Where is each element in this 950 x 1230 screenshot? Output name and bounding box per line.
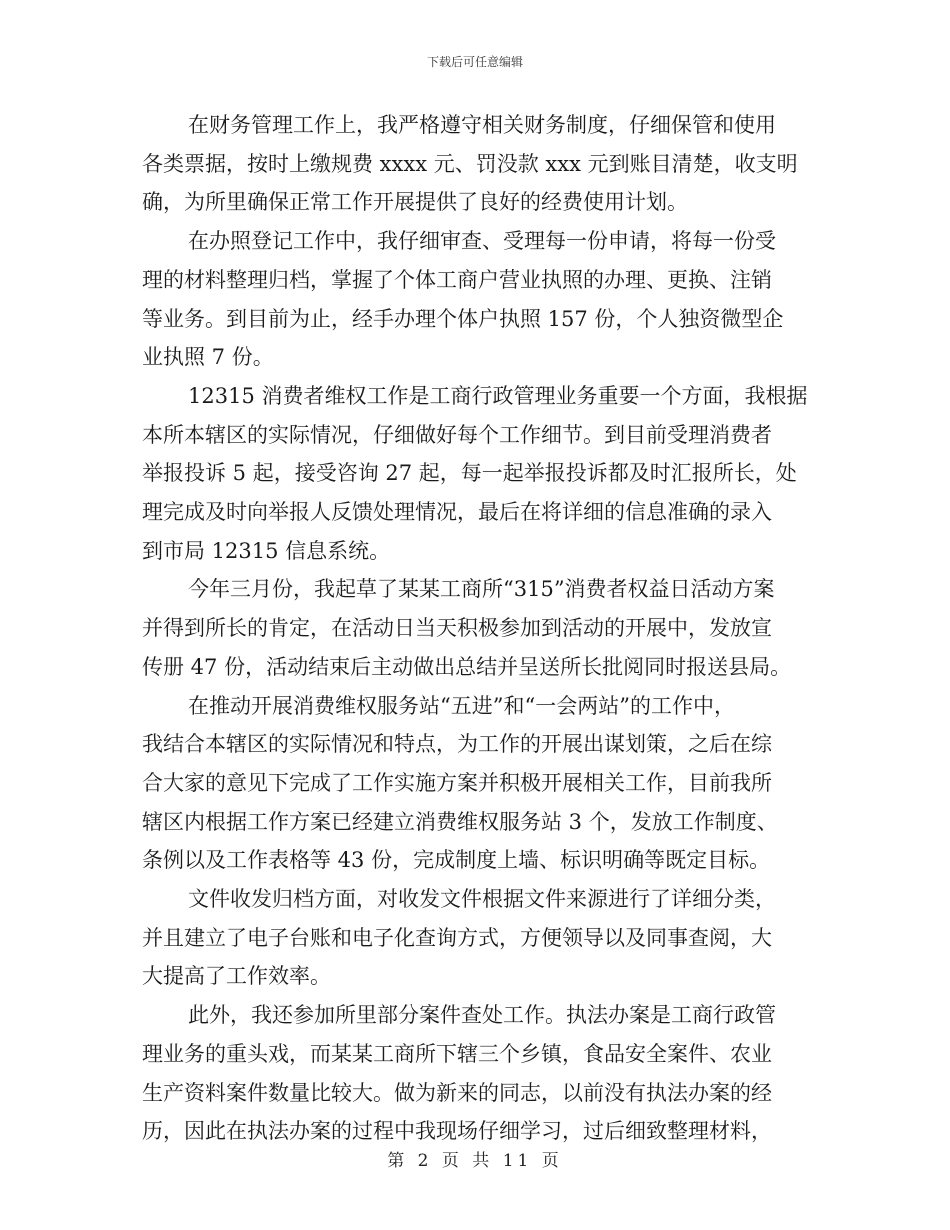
paragraph	[142, 880, 810, 996]
paragraph-line: 12315 消费者维权工作是工商行政管理业务重要一个方面，我根据	[188, 383, 808, 408]
paragraph-line: 确，为所里确保正常工作开展提供了良好的经费使用计划。	[142, 190, 688, 215]
paragraph-line: 条例以及工作表格等 43 份，完成制度上墙、标识明确等既定目标。	[142, 848, 771, 873]
paragraph-line: 此外，我还参加所里部分案件查处工作。执法办案是工商行政管	[188, 1003, 776, 1028]
paragraph	[142, 222, 810, 377]
paragraph-line: 本所本辖区的实际情况，仔细做好每个工作细节。到目前受理消费者	[142, 422, 772, 447]
paragraph-line: 传册 47 份，活动结束后主动做出总结并呈送所长批阅同时报送县局。	[142, 654, 792, 679]
paragraph-line: 到市局 12315 信息系统。	[142, 538, 391, 563]
paragraph-line: 在推动开展消费维权服务站“五进”和“一会两站”的工作中，	[188, 693, 735, 718]
paragraph-line: 并得到所长的肯定，在活动日当天积极参加到活动的开展中，发放宣	[142, 616, 772, 641]
paragraph-line: 我结合本辖区的实际情况和特点，为工作的开展出谋划策，之后在综	[142, 732, 772, 757]
paragraph-line: 生产资料案件数量比较大。做为新来的同志，以前没有执法办案的经	[142, 1080, 772, 1105]
paragraph-line: 在办照登记工作中，我仔细审查、受理每一份申请，将每一份受	[188, 229, 776, 254]
paragraph-line: 理的材料整理归档，掌握了个体工商户营业执照的办理、更换、注销	[142, 267, 772, 292]
paragraph-line: 历，因此在执法办案的过程中我现场仔细学习，过后细致整理材料，	[142, 1119, 772, 1144]
paragraph-line: 辖区内根据工作方案已经建立消费维权服务站 3 个，发放工作制度、	[142, 809, 778, 834]
paragraph-line: 今年三月份，我起草了某某工商所“315”消费者权益日活动方案	[188, 577, 775, 602]
paragraph	[142, 377, 810, 571]
paragraph-line: 理完成及时向举报人反馈处理情况，最后在将详细的信息准确的录入	[142, 500, 772, 525]
paragraph-line: 各类票据，按时上缴规费 xxxx 元、罚没款 xxx 元到账目清楚，收支明	[142, 151, 798, 176]
document-body	[142, 106, 810, 1151]
paragraph-line: 并且建立了电子台账和电子化查询方式，方便领导以及同事查阅，大	[142, 925, 772, 950]
header-note: 下载后可任意编辑	[426, 55, 523, 69]
paragraph	[142, 687, 810, 881]
paragraph-line: 在财务管理工作上，我严格遵守相关财务制度，仔细保管和使用	[188, 113, 776, 137]
paragraph-line: 等业务。到目前为止，经手办理个体户执照 157 份，个人独资微型企	[142, 306, 784, 331]
paragraph	[142, 996, 810, 1151]
paragraph-line: 举报投诉 5 起，接受咨询 27 起，每一起举报投诉都及时汇报所长，处	[142, 461, 797, 486]
paragraph-line: 合大家的意见下完成了工作实施方案并积极开展相关工作，目前我所	[142, 770, 772, 795]
paragraph-line: 大提高了工作效率。	[142, 964, 331, 989]
paragraph-line: 文件收发归档方面，对收发文件根据文件来源进行了详细分类，	[188, 887, 776, 912]
paragraph-line: 理业务的重头戏，而某某工商所下辖三个乡镇，食品安全案件、农业	[142, 1041, 772, 1066]
paragraph	[142, 106, 810, 222]
paragraph-line: 业执照 7 份。	[142, 345, 274, 370]
page-number: 第 2 页 共 11 页	[387, 1151, 563, 1171]
paragraph	[142, 570, 810, 686]
